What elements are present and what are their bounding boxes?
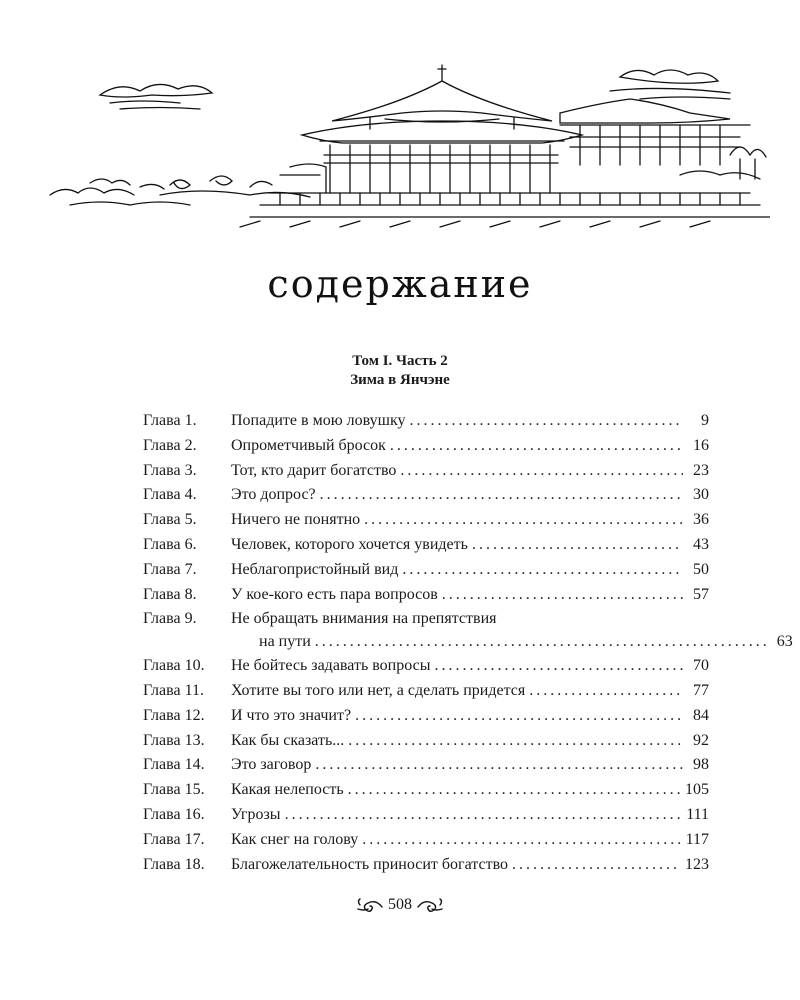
chapter-label: Глава 18. bbox=[143, 855, 205, 873]
chapter-title: Это заговор bbox=[231, 756, 312, 774]
dot-leader bbox=[362, 828, 681, 853]
page-number: 117 bbox=[685, 830, 709, 848]
chapter-title: Не обращать внимания на препятствия bbox=[231, 610, 497, 628]
dot-leader bbox=[400, 459, 683, 484]
chapter-label: Глава 17. bbox=[143, 830, 205, 848]
toc-entry[interactable] bbox=[143, 729, 709, 754]
chapter-label: Глава 1. bbox=[143, 412, 197, 429]
chapter-label: Глава 4. bbox=[143, 486, 197, 504]
page-number: 30 bbox=[693, 486, 709, 504]
dot-leader bbox=[529, 679, 683, 704]
pavilion-illustration bbox=[40, 55, 770, 230]
toc-entry[interactable] bbox=[143, 533, 709, 558]
toc-entry[interactable] bbox=[143, 409, 709, 434]
page-number: 123 bbox=[685, 855, 709, 873]
chapter-title: Ничего не понятно bbox=[231, 511, 361, 529]
chapter-title: Как бы сказать... bbox=[231, 731, 345, 749]
page-number: 50 bbox=[693, 560, 709, 578]
toc-entry[interactable] bbox=[143, 679, 709, 704]
volume-heading-block bbox=[0, 352, 800, 390]
chapter-title: Человек, которого хочется увидеть bbox=[231, 535, 468, 553]
chapter-label: Глава 12. bbox=[143, 706, 205, 724]
page-number: 43 bbox=[693, 535, 709, 553]
chapter-label: Глава 6. bbox=[143, 535, 197, 553]
chapter-title: У кое-кого есть пара вопросов bbox=[231, 585, 438, 603]
table-of-contents bbox=[143, 409, 793, 877]
toc-entry[interactable] bbox=[143, 828, 709, 853]
dot-leader bbox=[285, 803, 683, 828]
toc-entry[interactable] bbox=[143, 508, 709, 533]
swirl-ornament-right-icon bbox=[416, 897, 444, 913]
chapter-label: Глава 10. bbox=[143, 657, 205, 675]
dot-leader bbox=[410, 409, 683, 434]
toc-entry[interactable] bbox=[143, 558, 709, 583]
dot-leader bbox=[315, 632, 767, 652]
chapter-label: Глава 15. bbox=[143, 781, 205, 799]
toc-entry[interactable] bbox=[143, 483, 709, 508]
dot-leader bbox=[348, 778, 681, 803]
page-number: 16 bbox=[693, 436, 709, 454]
dot-leader bbox=[355, 704, 683, 729]
toc-entry[interactable] bbox=[143, 704, 709, 729]
page-number: 9 bbox=[701, 412, 709, 429]
chapter-title: Попадите в мою ловушку bbox=[231, 412, 406, 429]
page-number-footer: 508 bbox=[388, 896, 412, 913]
dot-leader bbox=[435, 654, 684, 679]
chapter-title: Не бойтесь задавать вопросы bbox=[231, 657, 431, 675]
dot-leader bbox=[320, 483, 683, 508]
dot-leader bbox=[315, 753, 683, 778]
toc-entry[interactable] bbox=[143, 803, 709, 828]
page-footer bbox=[0, 896, 800, 914]
chapter-label: Глава 16. bbox=[143, 805, 205, 823]
chapter-title: И что это значит? bbox=[231, 706, 352, 724]
chapter-title: Как снег на голову bbox=[231, 830, 359, 848]
page-title: содержание bbox=[267, 262, 533, 306]
page-number: 77 bbox=[693, 681, 709, 699]
toc-entry[interactable] bbox=[143, 853, 709, 878]
page-number: 92 bbox=[693, 731, 709, 749]
dot-leader bbox=[442, 583, 683, 608]
chapter-title: Какая нелепость bbox=[231, 781, 344, 799]
toc-entry[interactable] bbox=[143, 607, 793, 654]
toc-entry[interactable] bbox=[143, 583, 709, 608]
swirl-ornament-left-icon bbox=[356, 897, 384, 913]
toc-entry[interactable] bbox=[143, 654, 709, 679]
page-number: 98 bbox=[693, 756, 709, 774]
chapter-label: Глава 13. bbox=[143, 731, 205, 749]
chapter-title: Неблагопристойный вид bbox=[231, 560, 399, 578]
chapter-label: Глава 11. bbox=[143, 681, 204, 699]
volume-subtitle: Зима в Янчэне bbox=[350, 372, 450, 388]
dot-leader bbox=[512, 853, 681, 878]
dot-leader bbox=[348, 729, 683, 754]
toc-entry[interactable] bbox=[143, 434, 709, 459]
volume-heading: Том I. Часть 2 bbox=[352, 353, 448, 369]
chapter-label: Глава 9. bbox=[143, 610, 197, 628]
chapter-title: Это допрос? bbox=[231, 486, 316, 504]
chapter-title: Благожелательность приносит богатство bbox=[231, 855, 509, 873]
toc-entry[interactable] bbox=[143, 778, 709, 803]
chapter-title-continued: на пути bbox=[259, 633, 311, 651]
chapter-title: Тот, кто дарит богатство bbox=[231, 461, 397, 479]
chapter-label: Глава 2. bbox=[143, 436, 197, 454]
chapter-label: Глава 7. bbox=[143, 560, 197, 578]
dot-leader bbox=[402, 558, 683, 583]
page-number: 84 bbox=[693, 706, 709, 724]
page-number: 57 bbox=[693, 585, 709, 603]
page-number: 63 bbox=[776, 633, 793, 651]
chapter-title: Опрометчивый бросок bbox=[231, 436, 386, 454]
dot-leader bbox=[390, 434, 683, 459]
toc-entry[interactable] bbox=[143, 459, 709, 484]
chapter-title: Хотите вы того или нет, а сделать придется bbox=[231, 681, 526, 699]
chapter-title: Угрозы bbox=[231, 805, 281, 823]
page-number: 111 bbox=[686, 805, 709, 823]
dot-leader bbox=[472, 533, 683, 558]
page-number: 105 bbox=[685, 781, 709, 799]
chapter-label: Глава 5. bbox=[143, 511, 197, 529]
dot-leader bbox=[364, 508, 683, 533]
toc-entry[interactable] bbox=[143, 753, 709, 778]
chapter-label: Глава 14. bbox=[143, 756, 205, 774]
chapter-label: Глава 3. bbox=[143, 461, 197, 479]
page-number: 36 bbox=[693, 511, 709, 529]
chapter-label: Глава 8. bbox=[143, 585, 197, 603]
page-number: 23 bbox=[693, 461, 709, 479]
page-number: 70 bbox=[693, 657, 709, 675]
